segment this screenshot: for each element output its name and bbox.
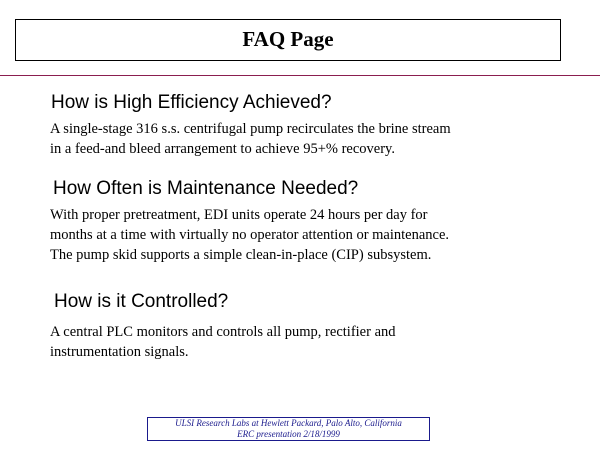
answer-line: A central PLC monitors and controls all pump, rectifier and <box>50 324 396 340</box>
page-title-box <box>15 19 561 61</box>
page-title: FAQ Page <box>242 27 334 51</box>
answer-line: With proper pretreatment, EDI units operate 24 hours per day for <box>50 207 428 223</box>
answer-line: in a feed-and bleed arrangement to achieve 95+% recovery. <box>50 141 395 157</box>
faq-answer-control <box>50 322 580 362</box>
answer-line: months at a time with virtually no operator attention or maintenance. <box>50 227 450 243</box>
faq-heading-maintenance: How Often is Maintenance Needed? <box>53 178 359 199</box>
header-divider <box>0 75 600 76</box>
faq-heading-control: How is it Controlled? <box>54 291 229 312</box>
answer-line: A single-stage 316 s.s. centrifugal pump recirculates the brine stream <box>50 121 451 137</box>
footer-line-1: ULSI Research Labs at Hewlett Packard, Palo Alto, California <box>175 418 402 428</box>
answer-line: instrumentation signals. <box>50 344 189 360</box>
faq-answer-maintenance <box>50 205 580 265</box>
footer-credit <box>147 417 430 441</box>
faq-heading-efficiency: How is High Efficiency Achieved? <box>51 92 332 113</box>
footer-line-2: ERC presentation 2/18/1999 <box>237 429 340 439</box>
faq-answer-efficiency <box>50 119 580 159</box>
answer-line: The pump skid supports a simple clean-in-place (CIP) subsystem. <box>50 247 432 263</box>
